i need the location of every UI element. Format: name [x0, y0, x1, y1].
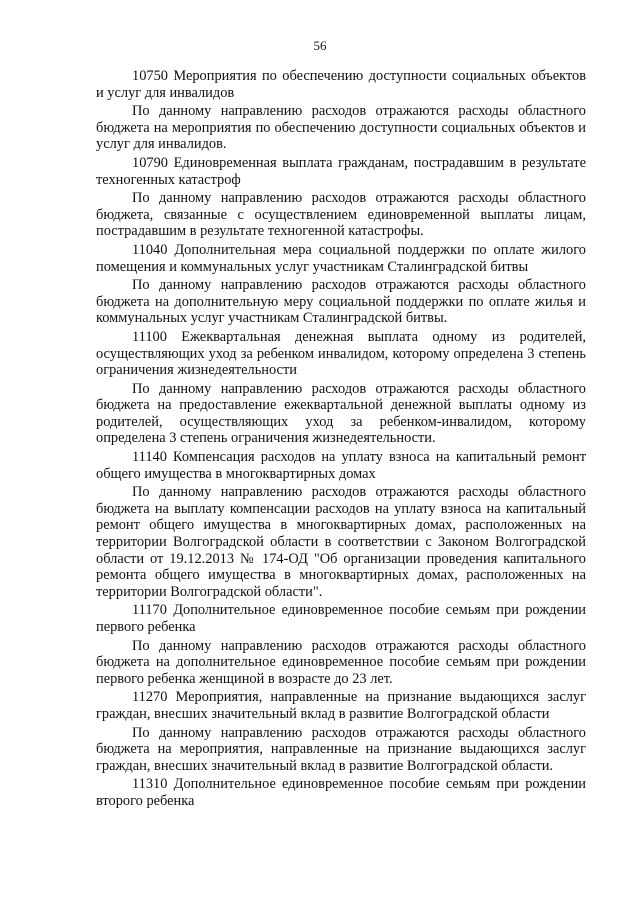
section-heading-11040: 11040 Дополнительная мера социальной поддержки по оплате жилого помещения и коммунальных услуг участникам Сталинградской битвы [96, 241, 586, 275]
section-heading-11310: 11310 Дополнительное единовременное пособие семьям при рождении второго ребенка [96, 776, 586, 809]
document-body [96, 68, 586, 810]
section-heading-11100: 11100 Ежеквартальная денежная выплата одному из родителей, осуществляющих уход за ребенком инвалидом, которому определена 3 степень ограничения жизнедеятельности [96, 328, 586, 379]
section-heading-10790: 10790 Единовременная выплата гражданам, пострадавшим в результате техногенных катастроф [96, 154, 586, 188]
section-body-11270: По данному направлению расходов отражаются расходы областного бюджета на мероприятия, направленные на признание выдающихся заслуг граждан, внесших значительный вклад в развитие Волгоградской области. [96, 724, 586, 774]
section-body-11040: По данному направлению расходов отражаются расходы областного бюджета на дополнительную меру социальной поддержки по оплате жилья и коммунальных услуг участникам Сталинградской битвы. [96, 277, 586, 327]
section-body-11140: По данному направлению расходов отражаются расходы областного бюджета на выплату компенсации расходов на уплату взноса на капитальный ремонт общего имущества в многоквартирных домах, расположенных на территории Волгоградской области в соответствии с Законом Волгоградской области от 19.12.2013 № 174-ОД "Об организации проведения капитального ремонта общего имущества в многоквартирных домах, расположенных на территории Волгоградской области". [96, 484, 586, 600]
section-body-11100: По данному направлению расходов отражаются расходы областного бюджета на предоставление ежеквартальной денежной выплаты одному из родителей, осуществляющих уход за ребенком-инвалидом, которому определена 3 степень ограничения жизнедеятельности. [96, 380, 586, 447]
section-heading-11170: 11170 Дополнительное единовременное пособие семьям при рождении первого ребенка [96, 602, 586, 635]
section-heading-11140: 11140 Компенсация расходов на уплату взноса на капитальный ремонт общего имущества в многоквартирных домах [96, 449, 586, 482]
section-heading-10750: 10750 Мероприятия по обеспечению доступности социальных объектов и услуг для инвалидов [96, 68, 586, 101]
section-body-10750: По данному направлению расходов отражаются расходы областного бюджета на мероприятия по обеспечению доступности социальных объектов и услуг для инвалидов. [96, 103, 586, 153]
page-number: 56 [313, 38, 327, 53]
section-heading-11270: 11270 Мероприятия, направленные на признание выдающихся заслуг граждан, внесших значительный вклад в развитие Волгоградской области [96, 689, 586, 722]
section-body-11170: По данному направлению расходов отражаются расходы областного бюджета на дополнительное единовременное пособие семьям при рождении первого ребенка женщиной в возрасте до 23 лет. [96, 637, 586, 687]
section-body-10790: По данному направлению расходов отражаются расходы областного бюджета, связанные с осуществлением единовременной выплаты лицам, пострадавшим в результате техногенной катастрофы. [96, 190, 586, 240]
